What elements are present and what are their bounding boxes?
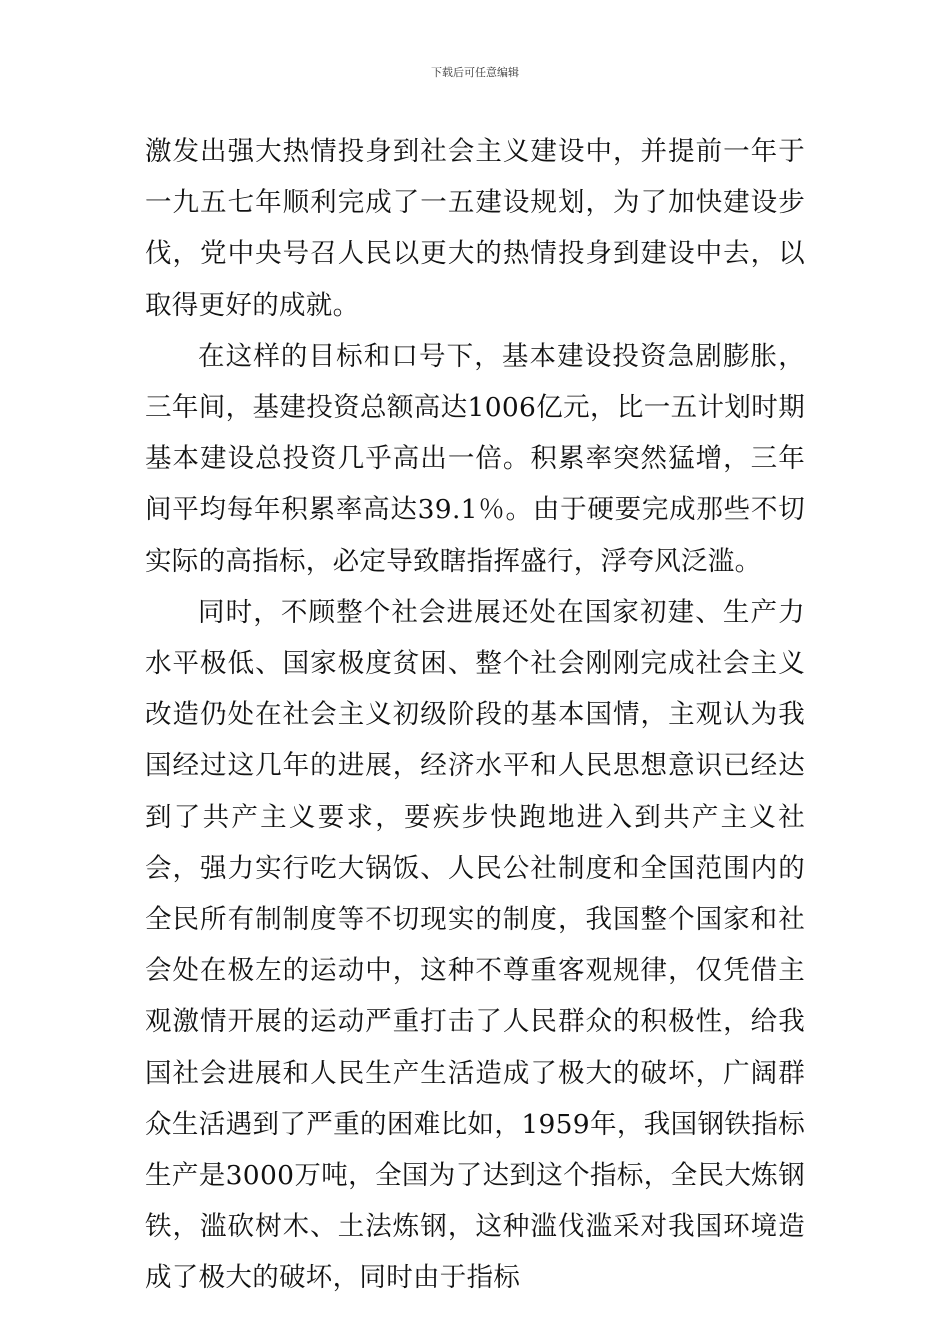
paragraph-3: 同时，不顾整个社会进展还处在国家初建、生产力水平极低、国家极度贫困、整个社会刚刚完成社会主义改造仍处在社会主义初级阶段的基本国情，主观认为我国经过这几年的进展，经济水平和人民思想意识已经达到了共产主义要求，要疾步快跑地进入到共产主义社会，强力实行吃大锅饭、人民公社制度和全国范围内的全民所有制制度等不切现实的制度，我国整个国家和社会处在极左的运动中，这种不尊重客观规律，仅凭借主观激情开展的运动严重打击了人民群众的积极性，给我国社会进展和人民生产生活造成了极大的破坏，广阔群众生活遇到了严重的困难比如，1959年，我国钢铁指标生产是3000万吨，全国为了达到这个指标，全民大炼钢铁，滥砍树木、土法炼钢，这种滥伐滥采对我国环境造成了极大的破坏，同时由于指标 xyxy=(145,596,805,1294)
document-body xyxy=(145,126,805,1304)
page-header-note: 下载后可任意编辑 xyxy=(431,66,519,79)
paragraph-2: 在这样的目标和口号下，基本建设投资急剧膨胀，三年间，基建投资总额高达1006亿元，比一五计划时期基本建设总投资几乎高出一倍。积累率突然猛增，三年间平均每年积累率高达39.1％。由于硬要完成那些不切实际的高指标，必定导致瞎指挥盛行，浮夸风泛滥。 xyxy=(145,340,805,577)
paragraph-1: 激发出强大热情投身到社会主义建设中，并提前一年于一九五七年顺利完成了一五建设规划，为了加快建设步伐，党中央号召人民以更大的热情投身到建设中去，以取得更好的成就。 xyxy=(145,136,805,321)
